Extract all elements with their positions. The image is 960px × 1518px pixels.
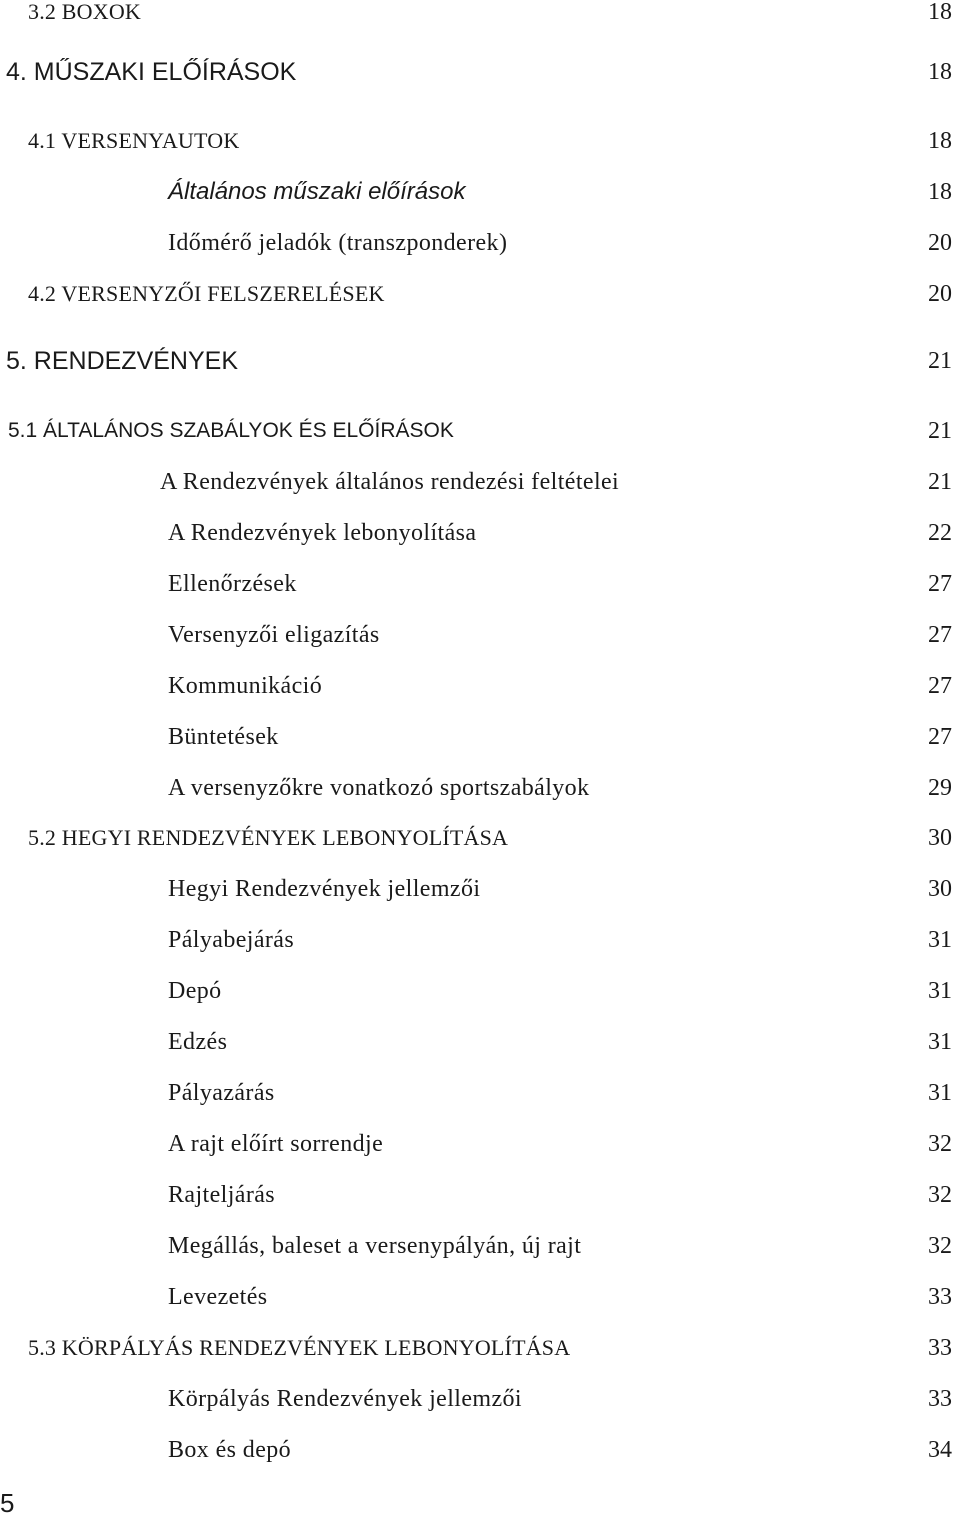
toc-entry-title: 5.2 HEGYI RENDEZVÉNYEK LEBONYOLÍTÁSA <box>28 825 509 850</box>
toc-entry-title: 5.1 ÁLTALÁNOS SZABÁLYOK ÉS ELŐÍRÁSOK <box>8 419 454 442</box>
toc-entry <box>0 818 960 858</box>
toc-entry-page: 18 <box>928 59 952 85</box>
page-number: 5 <box>0 1488 15 1518</box>
toc-entry-title: A Rendezvények általános rendezési feltételei <box>160 469 620 495</box>
toc-entry-title: 5.3 KÖRPÁLYÁS RENDEZVÉNYEK LEBONYOLÍTÁSA <box>28 1335 571 1360</box>
toc-entry <box>0 768 960 808</box>
toc-entry-page: 18 <box>928 179 952 205</box>
toc-entry <box>0 564 960 604</box>
toc-entry <box>0 666 960 706</box>
toc-entry-title: 4.1 VERSENYAUTOK <box>28 128 240 153</box>
toc-entry-page: 31 <box>928 1080 952 1106</box>
toc-entry-page: 27 <box>928 622 952 648</box>
toc-entry <box>0 1073 960 1113</box>
toc-entry-page: 33 <box>928 1386 952 1412</box>
toc-entry <box>0 615 960 655</box>
toc-entry-page: 18 <box>928 128 952 154</box>
toc-entry-title: Box és depó <box>168 1437 292 1463</box>
toc-entry-page: 31 <box>928 978 952 1004</box>
toc-entry <box>0 52 960 92</box>
toc-entry-page: 20 <box>928 230 952 256</box>
toc-entry-page: 27 <box>928 724 952 750</box>
toc-entry <box>0 121 960 161</box>
toc-entry <box>0 717 960 757</box>
toc-entry-title: Edzés <box>168 1029 228 1055</box>
toc-entry-title: 4. MŰSZAKI ELŐÍRÁSOK <box>6 58 297 86</box>
toc-entry-title: Büntetések <box>168 724 279 750</box>
toc-entry <box>0 1328 960 1368</box>
toc-entry <box>0 462 960 502</box>
toc-entry-title: Rajteljárás <box>168 1182 276 1208</box>
toc-entry-title: Időmérő jeladók (transzponderek) <box>168 230 508 256</box>
toc-entry-title: Megállás, baleset a versenypályán, új rajt <box>168 1233 582 1259</box>
toc-entry <box>0 1124 960 1164</box>
toc-entry-title: A Rendezvények lebonyolítása <box>168 520 477 546</box>
toc-entry-page: 32 <box>928 1131 952 1157</box>
toc-entry-page: 31 <box>928 1029 952 1055</box>
toc-entry-title: 3.2 BOXOK <box>28 0 142 24</box>
toc-entry-page: 32 <box>928 1233 952 1259</box>
toc-entry-page: 18 <box>928 0 952 25</box>
toc-entry <box>0 971 960 1011</box>
toc-entry <box>0 1379 960 1419</box>
toc-entry <box>0 1226 960 1266</box>
toc-entry <box>0 1175 960 1215</box>
toc-entry-title: 5. RENDEZVÉNYEK <box>6 347 239 375</box>
toc-entry-title: Levezetés <box>168 1284 268 1310</box>
toc-entry-title: Általános műszaki előírások <box>168 178 466 205</box>
toc-entry-page: 21 <box>928 418 952 444</box>
toc-entry-page: 27 <box>928 673 952 699</box>
toc-entry-title: Depó <box>168 978 222 1004</box>
toc-entry <box>0 172 960 212</box>
toc-entry-title: Kommunikáció <box>168 673 323 699</box>
toc-entry-title: A rajt előírt sorrendje <box>168 1131 384 1157</box>
toc-entry-page: 34 <box>928 1437 952 1463</box>
toc-entry-page: 30 <box>928 876 952 902</box>
toc-entry <box>0 0 960 32</box>
toc-entry-title: 4.2 VERSENYZŐI FELSZERELÉSEK <box>28 281 385 306</box>
toc-entry <box>0 1277 960 1317</box>
toc-entry <box>0 869 960 909</box>
toc-entry-title: Hegyi Rendezvények jellemzői <box>168 876 481 902</box>
toc-entry-page: 22 <box>928 520 952 546</box>
toc-entry <box>0 274 960 314</box>
toc-entry-title: Versenyzői eligazítás <box>168 622 380 648</box>
toc-entry-page: 30 <box>928 825 952 851</box>
toc-entry <box>0 513 960 553</box>
toc-entry <box>0 411 960 451</box>
toc-entry-page: 32 <box>928 1182 952 1208</box>
toc-entry <box>0 341 960 381</box>
toc-entry-page: 29 <box>928 775 952 801</box>
toc-entry-title: Pályabejárás <box>168 927 295 953</box>
toc-entry-title: Ellenőrzések <box>168 571 297 597</box>
toc-entry <box>0 223 960 263</box>
toc-entry-title: A versenyzőkre vonatkozó sportszabályok <box>168 775 590 801</box>
toc-entry-page: 33 <box>928 1284 952 1310</box>
toc-entry-page: 20 <box>928 281 952 307</box>
toc-entry-page: 27 <box>928 571 952 597</box>
toc-entry-title: Pályazárás <box>168 1080 275 1106</box>
toc-entry-page: 33 <box>928 1335 952 1361</box>
toc-entry <box>0 1430 960 1470</box>
toc-entry-page: 21 <box>928 469 952 495</box>
toc-entry <box>0 920 960 960</box>
toc-entry-title: Körpályás Rendezvények jellemzői <box>168 1386 523 1412</box>
toc-entry <box>0 1022 960 1062</box>
toc-entry-page: 21 <box>928 348 952 374</box>
toc-entry-page: 31 <box>928 927 952 953</box>
